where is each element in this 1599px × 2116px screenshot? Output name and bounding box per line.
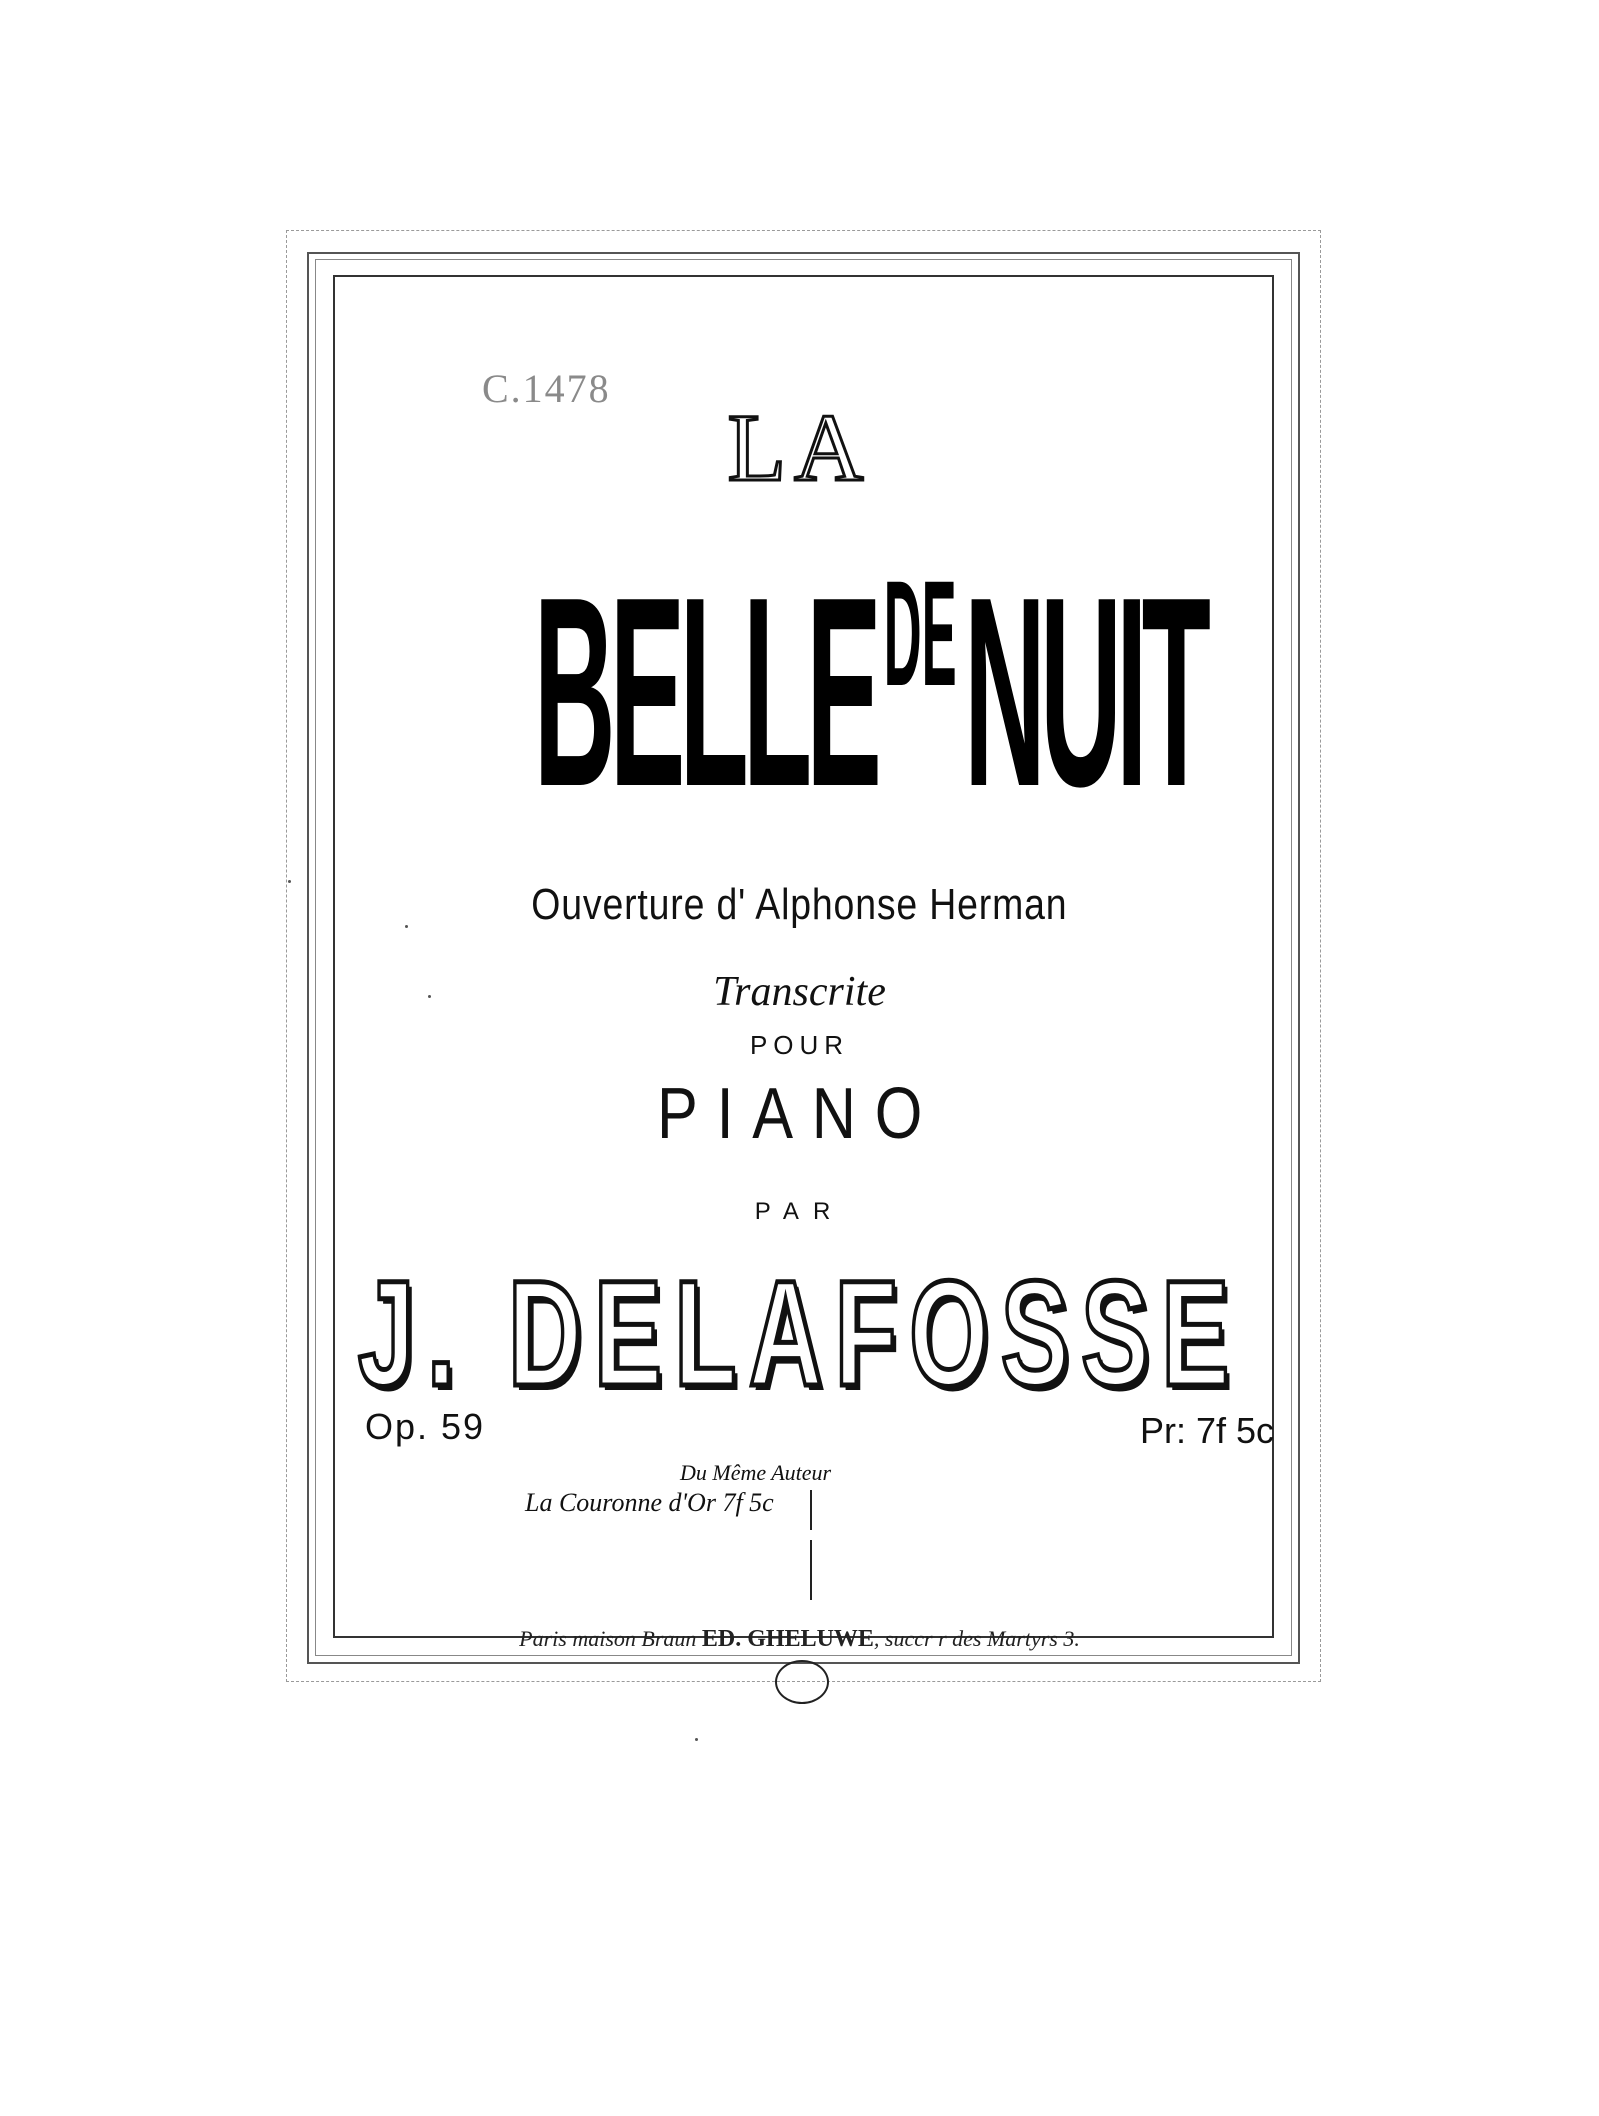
- scan-speck: [695, 1738, 698, 1741]
- scan-speck: [428, 995, 431, 998]
- publisher-name: ED. GHELUWE: [701, 1626, 874, 1652]
- title-word-belle: BELLE: [533, 542, 876, 843]
- price: Pr: 7f 5c: [1140, 1410, 1275, 1451]
- other-work-listing: La Couronne d'Or 7f 5c: [525, 1488, 774, 1517]
- divider-rule: [810, 1490, 812, 1530]
- publisher-suffix: succr r des Martyrs 3.: [884, 1626, 1080, 1651]
- same-author-heading: Du Même Auteur: [680, 1460, 832, 1485]
- par-label: PAR: [754, 1198, 845, 1225]
- composer-text: J. DELAFOSSE: [357, 1249, 1242, 1417]
- transcrite-label: Transcrite: [713, 969, 886, 1015]
- title-article: LA: [727, 394, 872, 501]
- title-word-nuit: NUIT: [964, 542, 1206, 843]
- scan-speck: [288, 880, 291, 883]
- instrument-title: [0, 1074, 1599, 1154]
- subtitle: [0, 880, 1599, 930]
- publisher-prefix: Paris maison Braun: [519, 1626, 697, 1651]
- opus-number: Op. 59: [365, 1406, 486, 1447]
- instrument-text: PIANO: [657, 1074, 942, 1154]
- divider-rule: [810, 1540, 812, 1600]
- subtitle-text: Ouverture d' Alphonse Herman: [531, 880, 1068, 929]
- scan-speck: [405, 925, 408, 928]
- pour-label: POUR: [749, 1030, 850, 1060]
- title-main: [0, 542, 1599, 843]
- library-stamp: C.1478: [482, 366, 611, 411]
- publisher-seal-icon: [775, 1660, 829, 1704]
- title-connector-de: DE: [883, 549, 957, 717]
- composer-name: [0, 1249, 1599, 1417]
- publisher-line: Paris maison Braun ED. GHELUWE, succr r des Martyrs 3.: [519, 1626, 1080, 1652]
